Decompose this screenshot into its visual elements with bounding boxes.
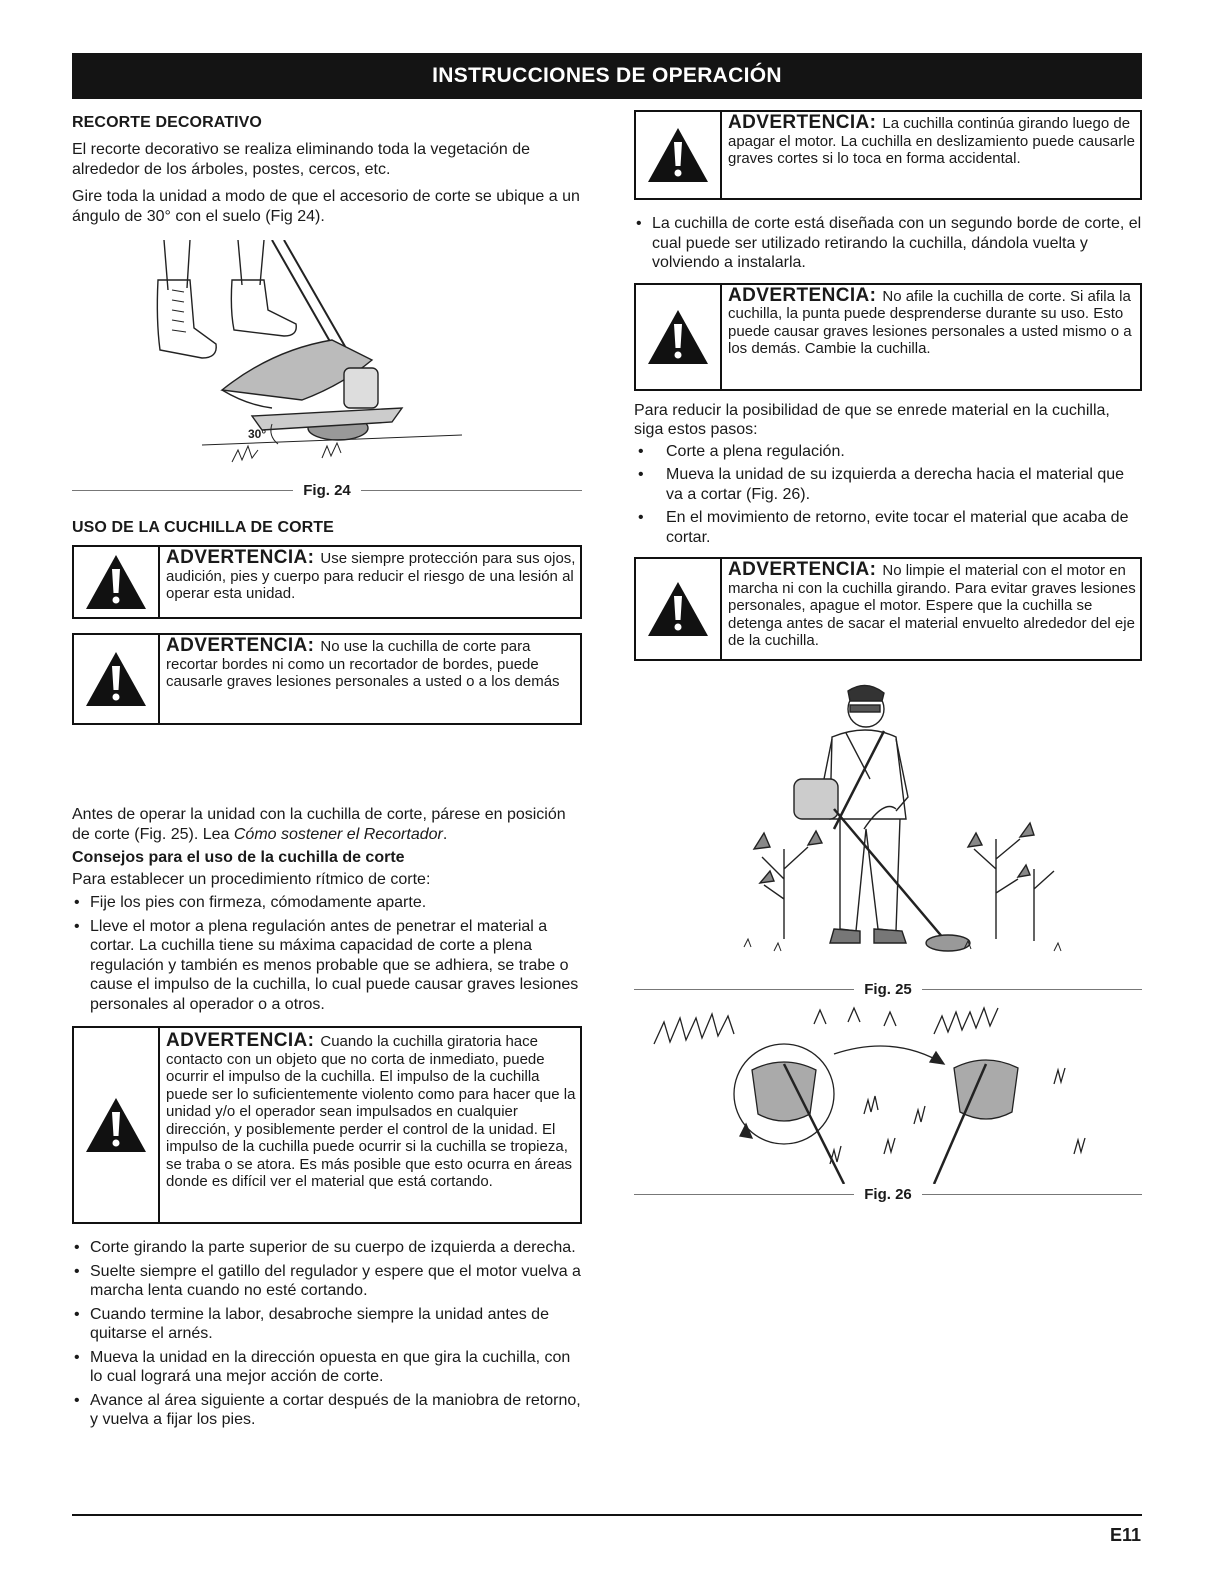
warning-text: Cuando la cuchilla giratoria hace contacto con un objeto que no corta de inmediato, puede ocurrir el impulso de la cuchilla. El impulso de la cuchilla puede ser lo suficientemente violento como para hacer que la unidad y/o el operador sean impulsados en cualquier dirección, y posiblemente perder el control de la unidad. El impulso de la cuchilla puede ocurrir si la cuchilla se tropieza, se traba o se atora. Es más posible que esto ocurra en áreas donde es difícil ver el material que está cortando. xyxy=(166,1033,576,1190)
heading-recorte: RECORTE DECORATIVO xyxy=(72,114,262,131)
list-item: • Cuando termine la labor, desabroche siempre la unidad antes de quitarse el arnés. xyxy=(72,1305,582,1344)
warning-icon xyxy=(74,635,160,723)
tips-list-2 xyxy=(72,1238,582,1430)
list-item: • La cuchilla de corte está diseñada con un segundo borde de corte, el cual puede ser utilizado retirando la cuchilla, dándola vuelta y volviendo a instalarla. xyxy=(634,214,1142,273)
paragraph-reducir: Para reducir la posibilidad de que se enrede material en la cuchilla, siga estos pasos: xyxy=(634,401,1110,438)
fig26-label: Fig. 26 xyxy=(864,1186,912,1203)
warning-box-5 xyxy=(634,283,1142,391)
warning-text: No afile la cuchilla de corte. Si afila la cuchilla, la punta puede desprenderse durante su uso. Esto puede causar graves lesiones personales a usted mismo o a los demás. Cambie la cuchilla. xyxy=(728,287,1132,357)
warning-title: ADVERTENCIA: xyxy=(166,547,315,568)
figure-26 xyxy=(634,1004,1142,1203)
fig26-illustration xyxy=(634,1004,1142,1184)
heading-uso-cuchilla: USO DE LA CUCHILLA DE CORTE xyxy=(72,519,334,536)
warning-title: ADVERTENCIA: xyxy=(166,635,315,656)
paragraph-antes-de-operar xyxy=(72,805,582,844)
warning-title: ADVERTENCIA: xyxy=(728,559,877,580)
warning-box-1 xyxy=(72,545,582,619)
right-column xyxy=(634,110,1142,1205)
list-item: • Suelte siempre el gatillo del regulador y espere que el motor vuelva a marcha lenta cuando no esté cortando. xyxy=(72,1262,582,1301)
blade-note-list xyxy=(634,214,1142,273)
warning-text: No limpie el material con el motor en marcha ni con la cuchilla girando. Para evitar graves lesiones personales, apague el motor. Espere que la cuchilla se detenga antes de sacar el material envuelto alrededor del eje de la cuchilla. xyxy=(728,562,1136,649)
footer-rule xyxy=(72,1514,1142,1516)
list-item: • Lleve el motor a plena regulación antes de penetrar el material a cortar. La cuchilla tiene su máxima capacidad de corte a plena regulación y también es menos probable que se adhiera, se trabe o cause el impulso de la cuchilla, lo cual puede causar graves lesiones personales al operador o a otros. xyxy=(72,917,582,1015)
section-header-bar xyxy=(72,53,1142,99)
figure-25 xyxy=(634,679,1142,998)
page-number: E11 xyxy=(1109,1525,1141,1545)
paragraph-tips-intro: Para establecer un procedimiento rítmico de corte: xyxy=(72,870,431,888)
paragraph-part: Antes de operar la unidad con la cuchilla de corte, párese en posición de corte (Fig. 25). Lea xyxy=(72,806,566,843)
subheading-consejos: Consejos para el uso de la cuchilla de corte xyxy=(72,849,405,866)
warning-box-2 xyxy=(72,633,582,725)
fig24-caption xyxy=(72,482,582,499)
warning-icon xyxy=(636,559,722,659)
warning-box-6 xyxy=(634,557,1142,661)
warning-title: ADVERTENCIA: xyxy=(728,112,877,133)
reduce-steps-list xyxy=(634,442,1142,548)
list-item: • Mueva la unidad de su izquierda a derecha hacia el material que va a cortar (Fig. 26). xyxy=(634,465,1142,504)
warning-icon xyxy=(636,112,722,198)
warning-icon xyxy=(74,1028,160,1222)
list-item: • Fije los pies con firmeza, cómodamente aparte. xyxy=(72,893,582,913)
fig25-caption xyxy=(634,981,1142,998)
fig24-illustration xyxy=(72,240,582,480)
warning-box-3 xyxy=(72,1026,582,1224)
warning-title: ADVERTENCIA: xyxy=(166,1030,315,1051)
warning-text: La cuchilla continúa girando luego de apagar el motor. La cuchilla en deslizamiento puede causarle graves cortes si lo toca en forma accidental. xyxy=(728,115,1135,167)
fig24-label: Fig. 24 xyxy=(303,482,351,499)
fig25-illustration xyxy=(634,679,1142,979)
fig25-label: Fig. 25 xyxy=(864,981,912,998)
left-column xyxy=(72,110,582,1434)
list-item: • Avance al área siguiente a cortar después de la maniobra de retorno, y vuelva a fijar los pies. xyxy=(72,1391,582,1430)
warning-icon xyxy=(636,285,722,389)
warning-title: ADVERTENCIA: xyxy=(728,284,877,306)
list-item: • En el movimiento de retorno, evite tocar el material que acaba de cortar. xyxy=(634,508,1142,547)
section-title: INSTRUCCIONES DE OPERACIÓN xyxy=(432,64,782,87)
fig24-angle-label: 30° xyxy=(248,427,267,441)
paragraph-recorte-1: El recorte decorativo se realiza eliminando toda la vegetación de alrededor de los árboles, postes, cercos, etc. xyxy=(72,141,531,178)
paragraph-recorte-2: Gire toda la unidad a modo de que el accesorio de corte se ubique a un ángulo de 30° con el suelo (Fig 24). xyxy=(72,188,580,225)
figure-24 xyxy=(72,240,582,499)
paragraph-part: . xyxy=(442,825,448,843)
reference-title: Cómo sostener el Recortador xyxy=(233,825,443,843)
tips-list-1 xyxy=(72,893,582,1014)
warning-icon xyxy=(74,547,160,617)
warning-box-4 xyxy=(634,110,1142,200)
fig26-caption xyxy=(634,1186,1142,1203)
list-item: • Mueva la unidad en la dirección opuesta en que gira la cuchilla, con lo cual logrará una mejor acción de corte. xyxy=(72,1348,582,1387)
list-item: • Corte girando la parte superior de su cuerpo de izquierda a derecha. xyxy=(72,1238,582,1258)
warning-text: Use siempre protección para sus ojos, audición, pies y cuerpo para reducir el riesgo de una lesión al operar esta unidad. xyxy=(166,550,576,602)
warning-text: No use la cuchilla de corte para recortar bordes ni como un recortador de bordes, puede causarle graves lesiones personales a usted o a los demás xyxy=(166,638,560,690)
list-item: • Corte a plena regulación. xyxy=(634,442,1142,462)
